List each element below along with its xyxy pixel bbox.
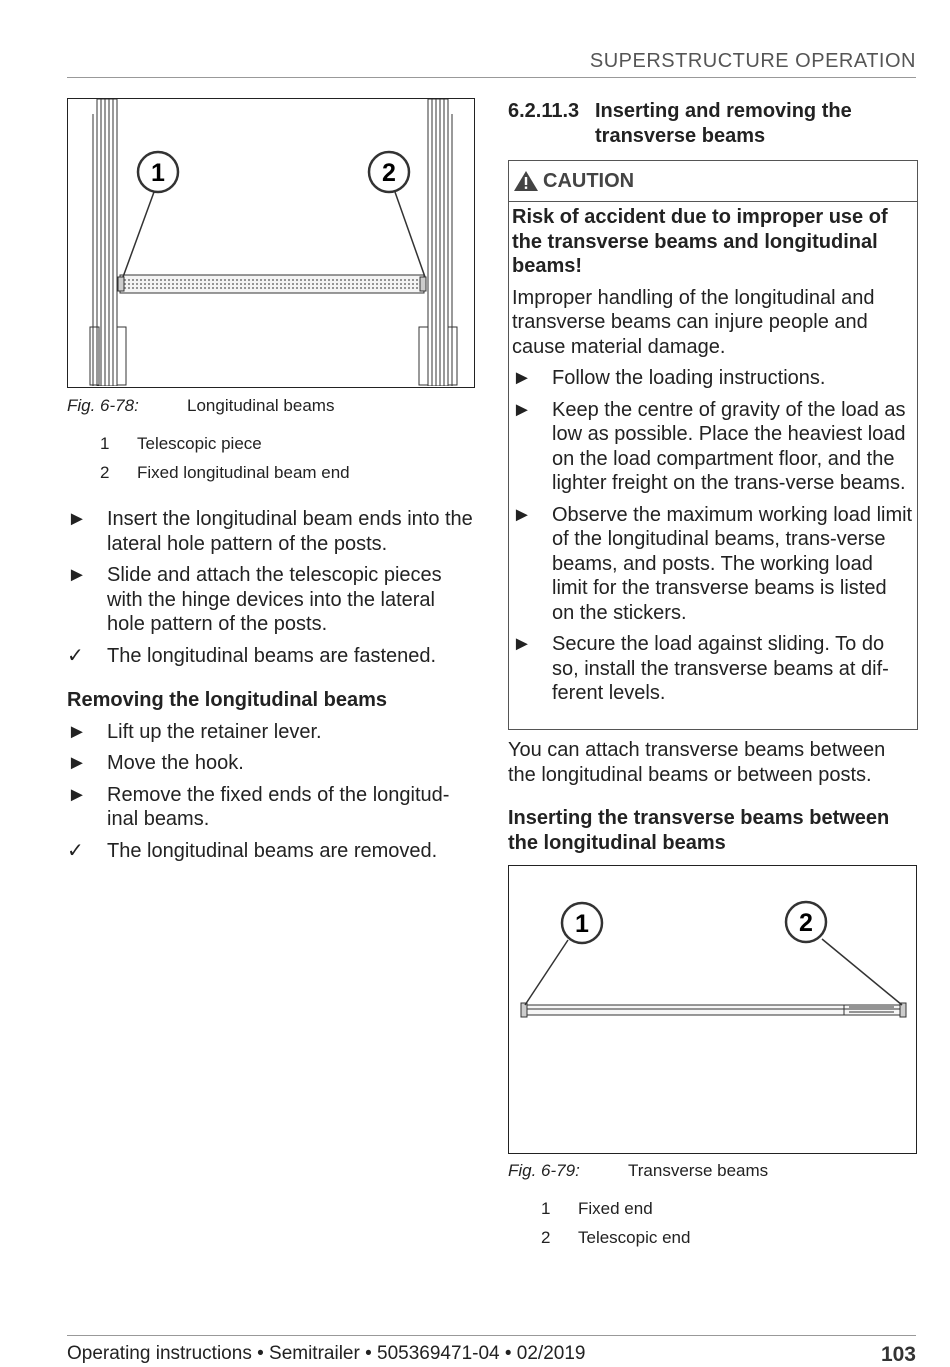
running-header: SUPERSTRUCTURE OPERATION	[589, 50, 916, 72]
body-paragraph: You can attach transverse beams between the longitudinal beams or between posts.	[508, 739, 886, 786]
figure-caption	[508, 1161, 768, 1181]
instruction-step: ► Move the hook.	[67, 752, 244, 774]
instruction-step: ► Slide and attach the telescopic pieces with the hinge devices into the lateral hole pattern of the posts.	[67, 564, 442, 635]
caution-box	[508, 160, 918, 730]
caution-headline: Risk of accident due to improper use of the transverse beams and longitudinal beams!	[512, 206, 888, 277]
page-number: 103	[880, 1343, 916, 1366]
instruction-step: ► Lift up the retainer lever.	[67, 720, 322, 743]
section-title: Inserting and removing the transverse beams	[595, 100, 852, 147]
figure-legend	[100, 430, 350, 487]
section-number: 6.2.11.3	[508, 100, 580, 122]
caution-item: ► Secure the load against sliding. To do so, install the transverse beams at dif-ferent levels.	[512, 633, 889, 704]
callout-1: 1	[151, 159, 165, 187]
caution-item: ► Follow the loading instructions.	[512, 367, 826, 389]
caution-intro: Improper handling of the longitudinal and transverse beams can injure people and cause material damage.	[512, 286, 875, 358]
legend-item: 2 Telescopic end	[541, 1227, 691, 1247]
callout-2: 2	[382, 159, 396, 187]
caution-item: ► Observe the maximum working load limit of the longitudinal beams, trans-verse beams, and posts. The working load limit for the transverse beams is listed on the stickers.	[512, 503, 913, 624]
figure-number: Fig. 6-78:	[67, 396, 139, 415]
removing-heading: Removing the longitudinal beams	[67, 689, 388, 711]
figure-caption	[67, 396, 334, 416]
section-heading	[508, 99, 918, 148]
figure-longitudinal-beams	[67, 98, 475, 388]
result-step: ✓ The longitudinal beams are fastened.	[67, 644, 437, 667]
figure-number: Fig. 6-79:	[508, 1161, 580, 1180]
instruction-step: ► Insert the longitudinal beam ends into the lateral hole pattern of the posts.	[67, 508, 473, 555]
footer-divider	[67, 1335, 916, 1336]
legend-item: 1 Telescopic piece	[100, 434, 262, 453]
legend-item: 2 Fixed longitudinal beam end	[100, 462, 350, 482]
figure-title: Longitudinal beams	[187, 396, 335, 415]
result-step: ✓ The longitudinal beams are removed.	[67, 839, 438, 862]
warning-triangle-icon	[513, 170, 539, 192]
left-column	[67, 507, 477, 870]
sub-heading: Inserting the transverse beams between the longitudinal beams	[508, 807, 890, 854]
header-divider	[67, 77, 916, 78]
caution-item: ► Keep the centre of gravity of the load as low as possible. Place the heaviest load on the load compartment floor, and the lighter freight on the trans-verse beams.	[512, 398, 906, 494]
callout-1: 1	[575, 910, 589, 938]
figure-legend	[541, 1195, 690, 1252]
footer-text: Operating instructions • Semitrailer • 505369471-04 • 02/2019	[67, 1343, 586, 1364]
caution-label: CAUTION	[543, 169, 635, 192]
figure-title: Transverse beams	[628, 1161, 769, 1180]
transverse-beam-illustration	[509, 866, 915, 1152]
instruction-step: ► Remove the fixed ends of the longitud-inal beams.	[67, 783, 450, 830]
figure-transverse-beams	[508, 865, 917, 1154]
caution-header	[509, 161, 917, 202]
longitudinal-beam-illustration	[68, 99, 473, 386]
legend-item: 1 Fixed end	[541, 1199, 653, 1218]
callout-2: 2	[799, 909, 813, 937]
